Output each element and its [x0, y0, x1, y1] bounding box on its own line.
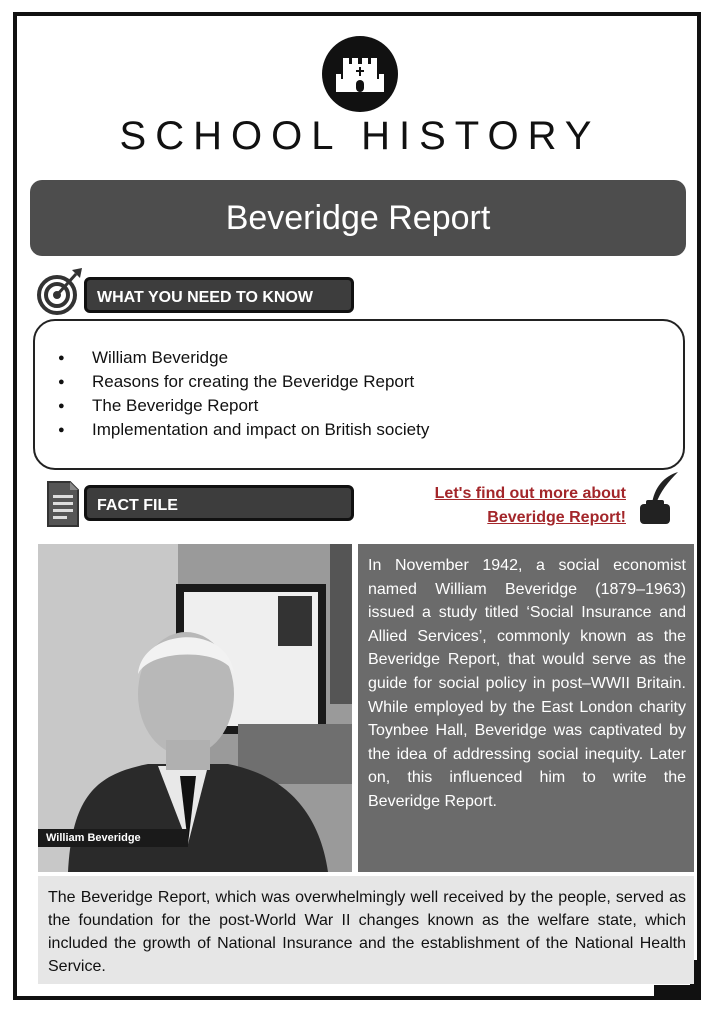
ink-quill-icon — [634, 470, 682, 526]
find-out-more-link[interactable] — [435, 482, 626, 530]
photo-caption: William Beveridge — [38, 829, 188, 847]
intro-text-panel — [358, 544, 694, 872]
document-icon — [46, 480, 80, 528]
list-item: ● Implementation and impact on British society — [58, 418, 429, 442]
list-item: ● William Beveridge — [58, 346, 429, 370]
fact-file-heading: FACT FILE — [84, 485, 354, 521]
william-beveridge-photo — [38, 544, 352, 872]
intro-text: In November 1942, a social economist named William Beveridge (1879–1963) issued a study titled ‘Social Insurance and Allied Services’, commonly known as the Beveridge Report, that would serve as the guide for social policy in post–WWII Britain. While employed by the East London charity Toynbee Hall, Beveridge was captivated by the idea of addressing social inequity. Later on, this influenced him to write the Beveridge Report. — [368, 557, 686, 810]
summary-text: The Beveridge Report, which was overwhelmingly well received by the people, served as the foundation for the post-World War II changes known as the welfare state, which included the growth of National Insurance and the establishment of the National Health Service. — [48, 889, 686, 975]
what-you-need-to-know-heading: WHAT YOU NEED TO KNOW — [84, 277, 354, 313]
need-to-know-list — [58, 346, 429, 442]
summary-panel — [38, 876, 694, 984]
brand-name: SCHOOL HISTORY — [119, 114, 601, 158]
list-item: ● The Beveridge Report — [58, 394, 429, 418]
list-item: ● Reasons for creating the Beveridge Report — [58, 370, 429, 394]
castle-icon — [322, 36, 398, 112]
find-out-line-2: Beveridge Report! — [487, 509, 626, 526]
find-out-line-1: Let's find out more about — [434, 485, 626, 502]
target-icon — [36, 266, 84, 316]
page-title: Beveridge Report — [30, 180, 686, 256]
